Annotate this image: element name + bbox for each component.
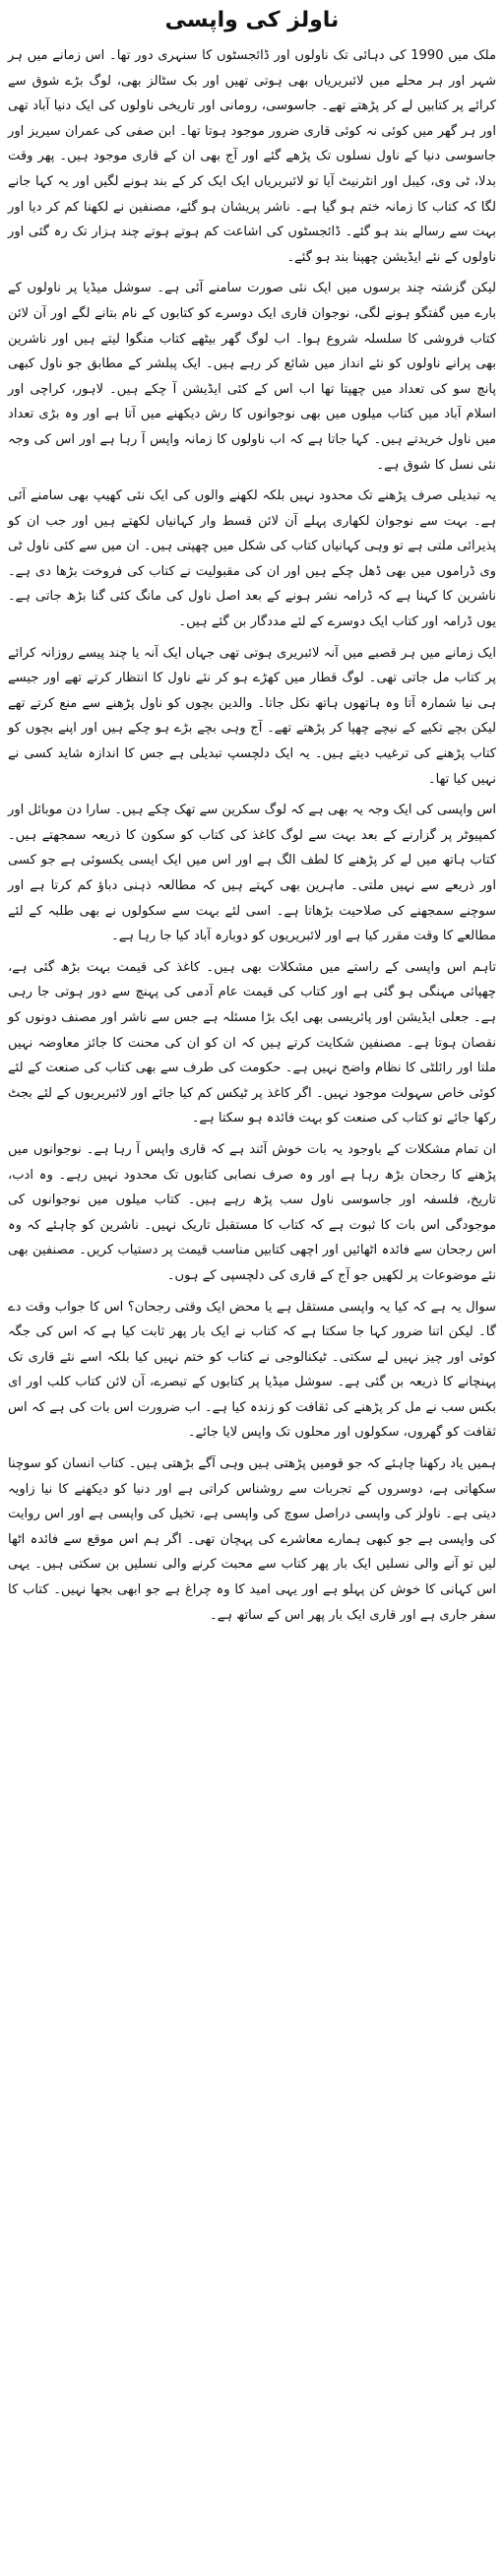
article-title: ناولز کی واپسی: [164, 8, 340, 32]
article-paragraph: ایک زمانے میں ہر قصبے میں آنہ لائبریری ہوتی تھی جہاں ایک آنہ یا چند پیسے روزانہ کرائے پر کتاب مل جاتی تھی۔ لوگ قطار میں کھڑے ہو کر نئے ناول کا انتظار کرتے تھے اور جیسے ہی نیا شمارہ آتا وہ ہاتھوں ہاتھ نکل جاتا۔ والدین بچوں کو ناول پڑھنے سے منع کرتے تھے لیکن بچے تکیے کے نیچے چھپا کر پڑھتے تھے۔ آج وہی بچے بڑے ہو چکے ہیں اور اپنے بچوں کو کتاب پڑھنے کی ترغیب دیتے ہیں۔ یہ ایک دلچسپ تبدیلی ہے جس کا اندازہ شاید کسی نے نہیں کیا تھا۔: [8, 645, 496, 787]
article-paragraph: لیکن گزشتہ چند برسوں میں ایک نئی صورت سامنے آئی ہے۔ سوشل میڈیا پر ناولوں کے بارے میں گفتگو ہونے لگی، نوجوان قاری ایک دوسرے کو کتابوں کے نام بتانے لگے اور آن لائن کتاب فروشی کا سلسلہ شروع ہوا۔ اب لوگ گھر بیٹھے کتاب منگوا لیتے ہیں اور ناشرین بھی پرانے ناولوں کو نئے انداز میں شائع کر رہے ہیں۔ ایک پبلشر کے مطابق جو ناول کبھی پانچ سو کی تعداد میں چھپتا تھا اب اس کے کئی ایڈیشن آ چکے ہیں۔ لاہور، کراچی اور اسلام آباد میں کتاب میلوں میں بھی نوجوانوں کا رش دیکھنے میں آتا ہے اور وہ بڑی تعداد میں ناول خریدتے ہیں۔ کہا جاتا ہے کہ اب ناولوں کا زمانہ واپس آ رہا ہے اور اس کی وجہ نئی نسل کا شوق ہے۔: [8, 281, 496, 473]
article-body: [8, 43, 496, 1628]
article-paragraph: تاہم اس واپسی کے راستے میں مشکلات بھی ہیں۔ کاغذ کی قیمت بہت بڑھ گئی ہے، چھپائی مہنگی ہو گئی ہے اور کتاب کی قیمت عام آدمی کی پہنچ سے دور ہوتی جا رہی ہے۔ جعلی ایڈیشن اور پائریسی بھی ایک بڑا مسئلہ ہے جس سے ناشر اور مصنف دونوں کو نقصان ہوتا ہے۔ مصنفین شکایت کرتے ہیں کہ ان کو ان کی محنت کا جائز معاوضہ نہیں ملتا اور رائلٹی کا نظام واضح نہیں ہے۔ حکومت کی طرف سے بھی کتاب کی صنعت کے لئے کوئی خاص سہولت موجود نہیں۔ اگر کاغذ پر ٹیکس کم کیا جائے اور لائبریریوں کے لئے بجٹ رکھا جائے تو کتاب کی صنعت کو بہت فائدہ ہو سکتا ہے۔: [8, 959, 496, 1127]
article-paragraph: ہمیں یاد رکھنا چاہئے کہ جو قومیں پڑھتی ہیں وہی آگے بڑھتی ہیں۔ کتاب انسان کو سوچنا سکھاتی ہے، دوسروں کے تجربات سے روشناس کراتی ہے اور دنیا کو دیکھنے کا نیا زاویہ دیتی ہے۔ ناولز کی واپسی دراصل سوچ کی واپسی ہے، تخیل کی واپسی ہے اور اس روایت کی واپسی ہے جو کبھی ہمارے معاشرے کی پہچان تھی۔ اگر ہم اس موقع سے فائدہ اٹھا لیں تو آنے والی نسلیں ایک بار پھر کتاب سے محبت کرنے والی نسلیں بن سکتی ہیں۔ یہی اس کہانی کا خوش کن پہلو ہے اور یہی امید کا وہ چراغ ہے جو ابھی بجھا نہیں۔ کتاب کا سفر جاری ہے اور قاری ایک بار پھر اس کے ساتھ ہے۔: [8, 1456, 496, 1623]
article-paragraph: اس واپسی کی ایک وجہ یہ بھی ہے کہ لوگ سکرین سے تھک چکے ہیں۔ سارا دن موبائل اور کمپیوٹر پر گزارنے کے بعد بہت سے لوگ کاغذ کی کتاب کو سکون کا ذریعہ سمجھتے ہیں۔ کتاب ہاتھ میں لے کر پڑھنے کا لطف الگ ہے اور اس میں ایک ایسی یکسوئی ہے جو کسی اور ذریعے سے نہیں ملتی۔ ماہرین بھی کہتے ہیں کہ مطالعہ ذہنی دباؤ کم کرتا ہے اور سوچنے سمجھنے کی صلاحیت بڑھاتا ہے۔ اسی لئے بہت سے سکولوں نے بھی طلبہ کے لئے مطالعے کا وقت مقرر کیا ہے اور لائبریریوں کو دوبارہ آباد کیا جا رہا ہے۔: [8, 803, 496, 944]
article-paragraph: یہ تبدیلی صرف پڑھنے تک محدود نہیں بلکہ لکھنے والوں کی ایک نئی کھیپ بھی سامنے آئی ہے۔ بہت سے نوجوان لکھاری پہلے آن لائن قسط وار کہانیاں لکھتے ہیں اور جب ان کو پذیرائی ملتی ہے تو وہی کہانیاں کتاب کی شکل میں چھپتی ہیں۔ ان میں سے کئی ناول ٹی وی ڈراموں میں بھی ڈھل چکے ہیں اور ان کی مقبولیت نے کتاب کی فروخت بڑھا دی ہے۔ ناشرین کا کہنا ہے کہ ڈرامہ نشر ہونے کے بعد اصل ناول کی مانگ کئی گنا بڑھ جاتی ہے۔ یوں ڈرامہ اور کتاب ایک دوسرے کے لئے مددگار بن گئے ہیں۔: [8, 488, 496, 630]
article-paragraph: ان تمام مشکلات کے باوجود یہ بات خوش آئند ہے کہ قاری واپس آ رہا ہے۔ نوجوانوں میں پڑھنے کا رجحان بڑھ رہا ہے اور وہ صرف نصابی کتابوں تک محدود نہیں رہے۔ وہ ادب، تاریخ، فلسفہ اور جاسوسی ناول سب پڑھ رہے ہیں۔ کتاب میلوں میں نوجوانوں کی موجودگی اس بات کا ثبوت ہے کہ کتاب کا مستقبل تاریک نہیں۔ ناشرین کو چاہئے کہ وہ اس رجحان سے فائدہ اٹھائیں اور اچھی کتابیں مناسب قیمت پر دستیاب کریں۔ مصنفین بھی نئے موضوعات پر لکھیں جو آج کے قاری کی دلچسپی کے ہوں۔: [8, 1141, 496, 1283]
article-paragraph: سوال یہ ہے کہ کیا یہ واپسی مستقل ہے یا محض ایک وقتی رجحان؟ اس کا جواب وقت دے گا۔ لیکن اتنا ضرور کہا جا سکتا ہے کہ کتاب نے ایک بار پھر ثابت کیا ہے کہ اس کی جگہ کوئی اور چیز نہیں لے سکتی۔ ٹیکنالوجی نے کتاب کو ختم نہیں کیا بلکہ اسے نئے قاری تک پہنچانے کا ذریعہ بن گئی ہے۔ سوشل میڈیا پر کتابوں کے تبصرے، آن لائن کتاب کلب اور ای بکس سب نے مل کر پڑھنے کی ثقافت کو زندہ کیا ہے۔ اب ضرورت اس بات کی ہے کہ اس ثقافت کو گھروں، سکولوں اور محلوں تک واپس لایا جائے۔: [8, 1299, 496, 1441]
article-paragraph: ملک میں 1990 کی دہائی تک ناولوں اور ڈائجسٹوں کا سنہری دور تھا۔ اس زمانے میں ہر شہر اور ہر محلے میں لائبریریاں بھی ہوتی تھیں اور بک سٹالز بھی، لوگ بڑے شوق سے کرائے پر کتابیں لے کر پڑھتے تھے۔ جاسوسی، رومانی اور تاریخی ناولوں کی ایک دنیا آباد تھی اور ہر گھر میں کوئی نہ کوئی قاری ضرور موجود ہوتا تھا۔ ابن صفی کی عمران سیریز اور جاسوسی دنیا کے ناول نسلوں تک پڑھے گئے اور آج بھی ان کے قاری موجود ہیں۔ پھر وقت بدلا، ٹی وی، کیبل اور انٹرنیٹ آیا تو لائبریریاں ایک ایک کر کے بند ہونے لگیں اور یہ کہا جانے لگا کہ کتاب کا زمانہ ختم ہو گیا ہے۔ ناشر پریشان ہو گئے، مصنفین نے لکھنا کم کر دیا اور بہت سے رسالے بند ہو گئے۔ ڈائجسٹوں کی اشاعت کم ہوتے ہوتے چند ہزار تک رہ گئی اور ناولوں کے نئے ایڈیشن چھپنا بند ہو گئے۔: [8, 48, 496, 265]
